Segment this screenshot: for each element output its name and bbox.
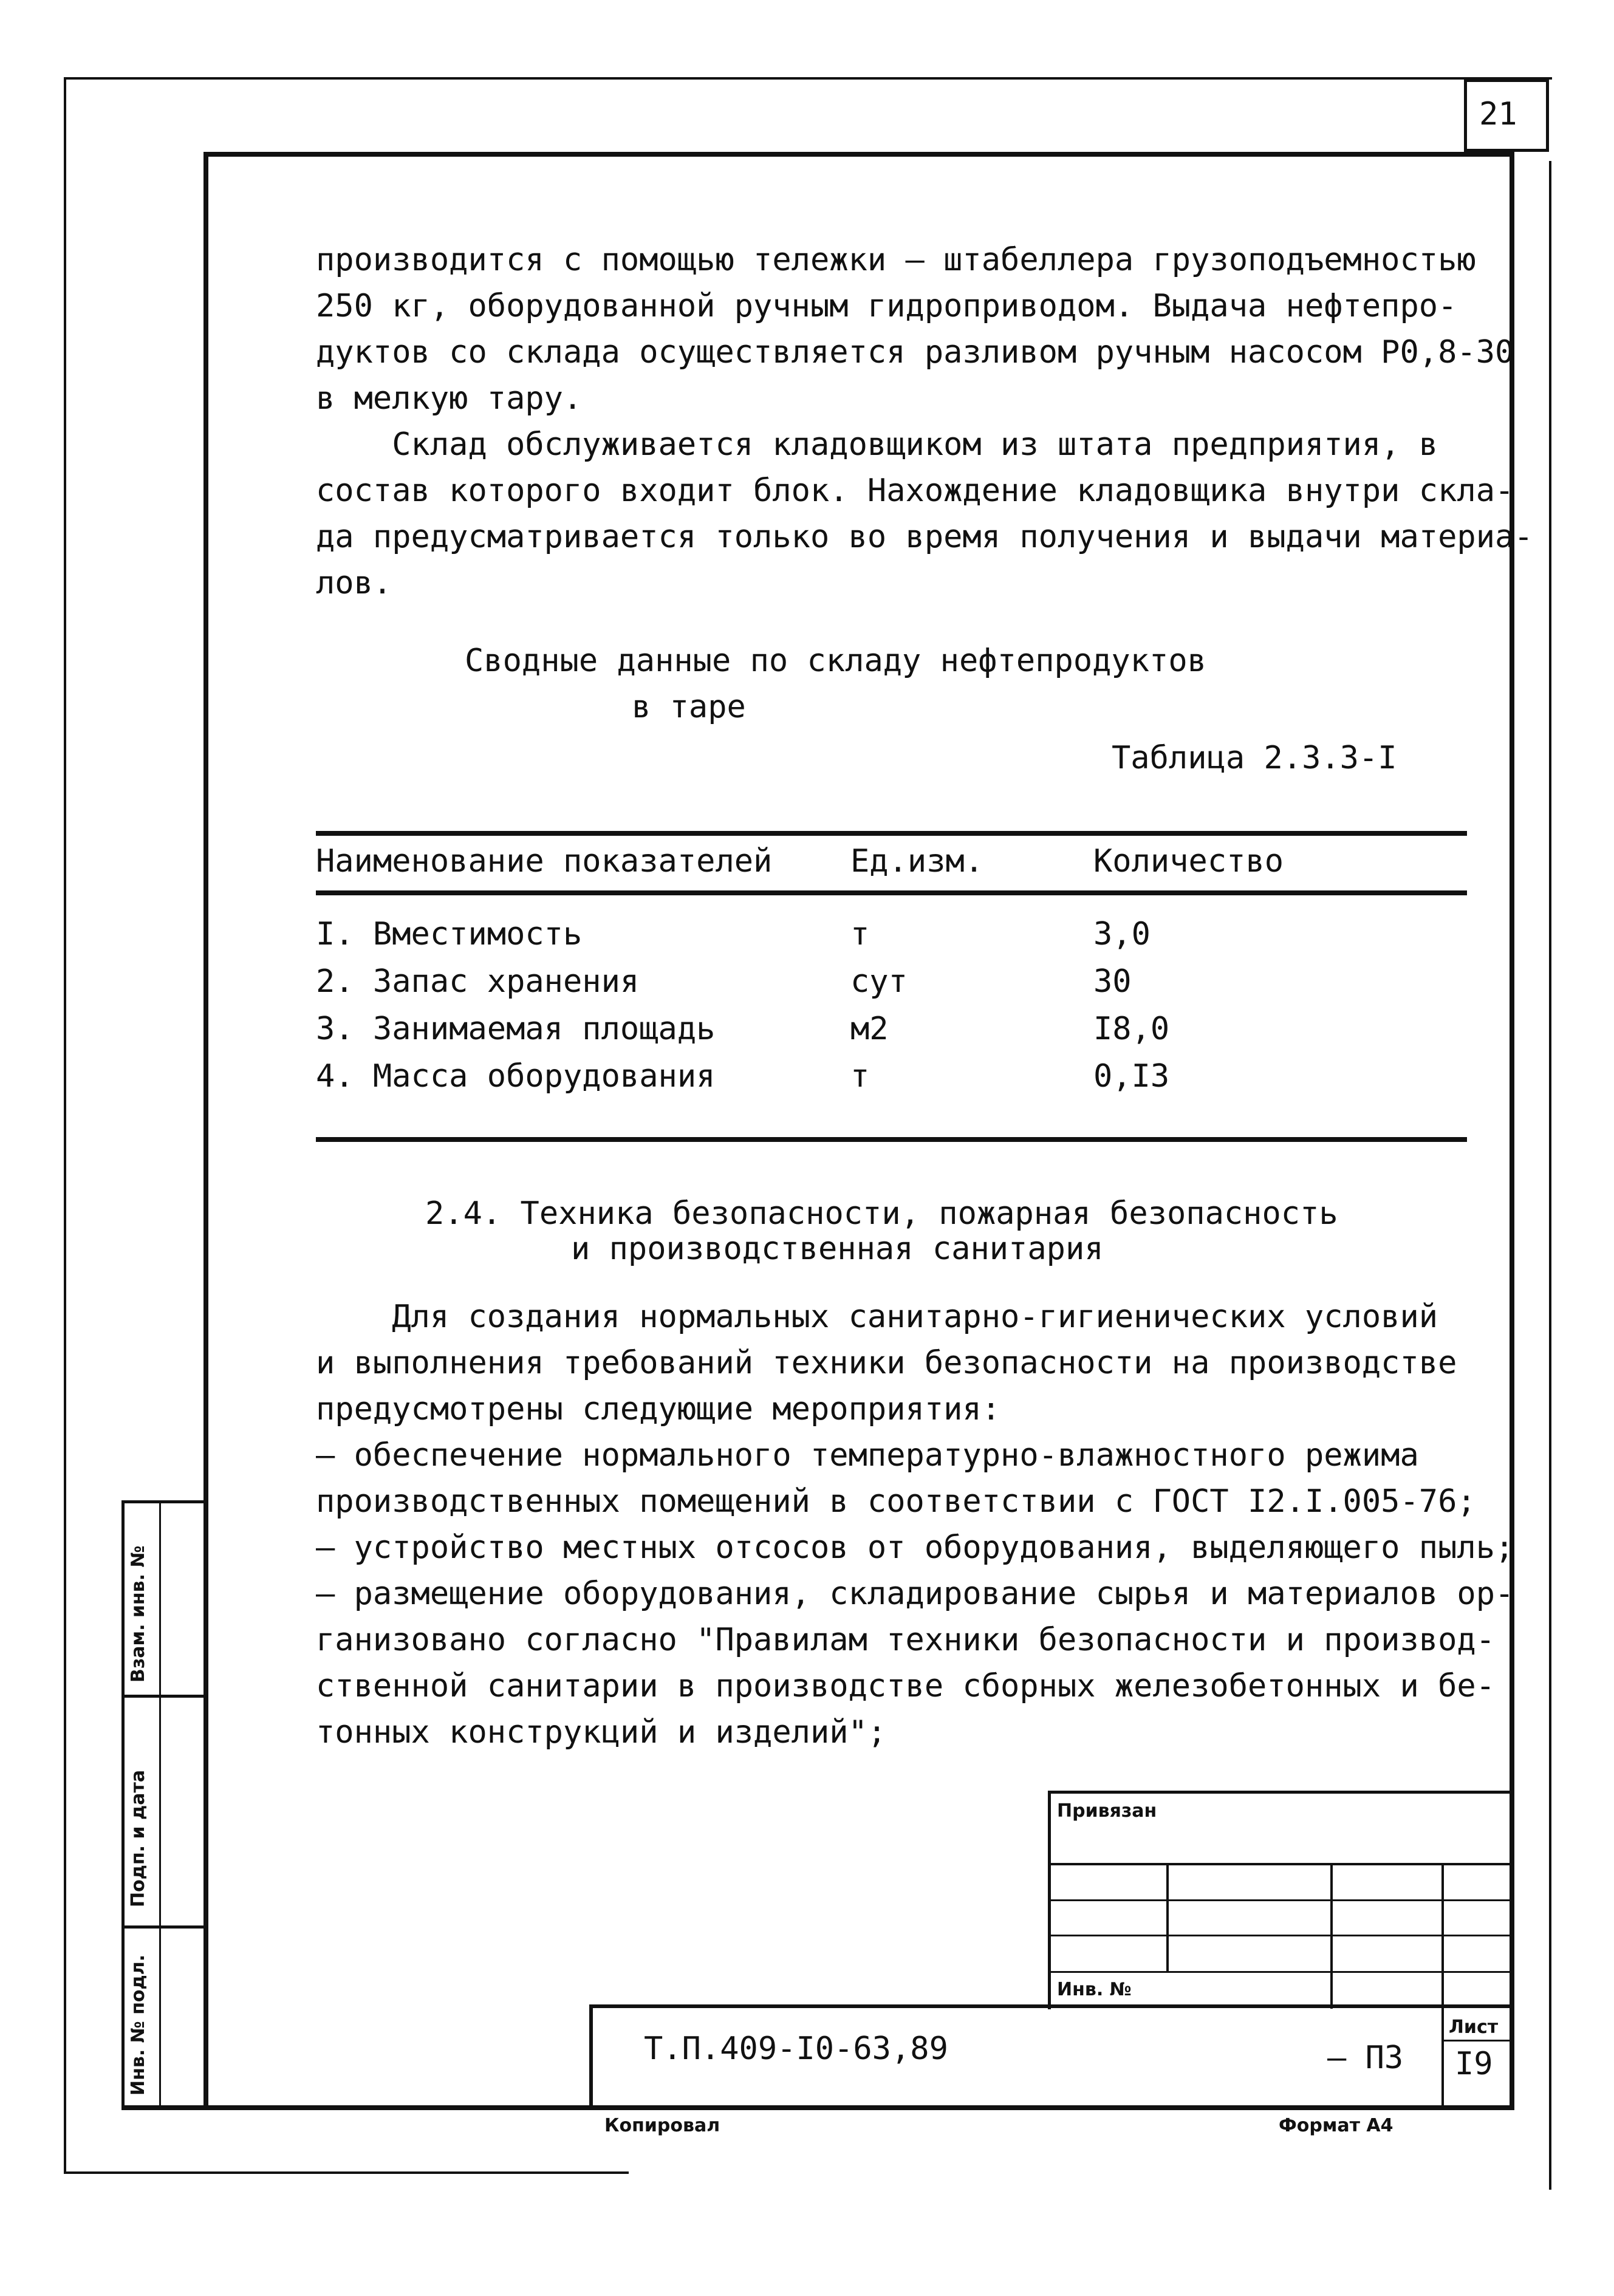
table-title-line-1: Сводные данные по складу нефтепродуктов [465,643,1206,679]
tb-code-top [589,2004,1513,2008]
side-stamp-div-1 [121,1695,207,1698]
table-bottom-rule [316,1137,1467,1142]
table-title-line-2: в таре [632,689,746,725]
tb-upper-top [1048,1791,1513,1794]
table-header-name: Наименование показателей [316,843,773,880]
table-top-rule [316,831,1467,836]
staff-line-2: состав которого входит блок. Нахождение кладовщика внутри скла- [316,473,1514,509]
page-number: 21 [1479,96,1517,132]
side-label-orig-inv: Инв. № подл. [128,1954,149,2096]
tb-sheet-left [1441,2004,1444,2108]
inner-frame-top [203,152,1511,157]
table-row-4-value: 0,I3 [1093,1058,1170,1095]
intro-line-3: дуктов со склада осуществляется разливом ручным насосом Р0,8-30 [316,334,1514,371]
tb-inv-label: Инв. № [1057,1979,1132,2000]
table-row-1-unit: т [850,916,870,952]
section-line-4: – обеспечение нормального температурно-влажностного режима [316,1437,1419,1474]
table-caption: Таблица 2.3.3-I [1112,740,1397,776]
footer-format: Формат А4 [1279,2115,1393,2136]
section-line-7: – размещение оборудования, складирование сырья и материалов ор- [316,1576,1514,1612]
table-row-2-unit: сут [850,963,908,1000]
side-label-sign-date: Подп. и дата [128,1769,149,1907]
tb-grid-col-2 [1330,1863,1333,2009]
table-header-quantity: Количество [1093,843,1284,880]
inner-frame-left [203,152,208,2109]
side-stamp-mid [159,1500,161,2110]
staff-line-4: лов. [316,565,392,601]
inner-frame-right [1510,152,1514,2109]
tb-grid-col-1 [1166,1863,1169,1972]
footer-copied: Копировал [604,2115,720,2136]
staff-line-3: да предусматривается только во время получения и выдачи материа- [316,519,1533,555]
tb-sheet-label: Лист [1449,2017,1499,2038]
tb-sheet-number: I9 [1455,2046,1493,2082]
tb-code-left [589,2004,593,2108]
staff-line-1: Склад обслуживается кладовщиком из штата предприятия, в [316,426,1438,463]
intro-line-2: 250 кг, оборудованной ручным гидроприводом. Выдача нефтепро- [316,288,1457,324]
section-line-6: – устройство местных отсосов от оборудования, выделяющего пыль; [316,1529,1514,1566]
section-line-1: Для создания нормальных санитарно-гигиенических условий [316,1299,1438,1335]
inner-frame-bottom [121,2105,1514,2110]
table-header-unit: Ед.изм. [850,843,984,880]
outer-frame-bottom [64,2171,629,2174]
tb-doc-suffix: – ПЗ [1327,2040,1404,2076]
intro-line-1: производится с помощью тележки – штабеллера грузоподъемностью [316,242,1476,278]
section-line-9: ственной санитарии в производстве сборных железобетонных и бе- [316,1668,1496,1704]
intro-line-4: в мелкую тару. [316,380,583,417]
outer-frame-left [64,77,66,2173]
section-line-2: и выполнения требований техники безопасности на производстве [316,1345,1457,1381]
table-header-rule [316,890,1467,895]
section-heading-line-2: и производственная санитария [571,1231,1104,1267]
table-row-3-name: 3. Занимаемая площадь [316,1011,716,1047]
table-row-4-unit: т [850,1058,870,1095]
side-label-replace-inv: Взам. инв. № [128,1545,149,1683]
section-line-5: производственных помещений в соответствии с ГОСТ I2.I.005-76; [316,1483,1476,1520]
side-stamp-left [121,1500,125,2110]
table-row-3-value: I8,0 [1093,1011,1170,1047]
table-row-2-name: 2. Запас хранения [316,963,640,1000]
section-line-8: ганизовано согласно "Правилам техники безопасности и производ- [316,1622,1496,1658]
tb-attached-label: Привязан [1057,1800,1157,1822]
section-heading-line-1: 2.4. Техника безопасности, пожарная безопасность [425,1195,1338,1232]
tb-grid-col-3 [1441,1863,1444,2009]
side-stamp-top [121,1500,207,1503]
table-row-3-unit: м2 [850,1011,889,1047]
outer-frame-top [64,77,1552,80]
side-stamp-div-2 [121,1925,207,1929]
section-line-3: предусмотрены следующие мероприятия: [316,1391,1001,1427]
table-row-1-name: I. Вместимость [316,916,583,952]
tb-doc-code: Т.П.409-I0-63,89 [644,2031,948,2067]
outer-frame-right [1549,161,1551,2190]
table-row-4-name: 4. Масса оборудования [316,1058,716,1095]
section-line-10: тонных конструкций и изделий"; [316,1714,887,1751]
table-row-2-value: 30 [1093,963,1132,1000]
table-row-1-value: 3,0 [1093,916,1151,952]
